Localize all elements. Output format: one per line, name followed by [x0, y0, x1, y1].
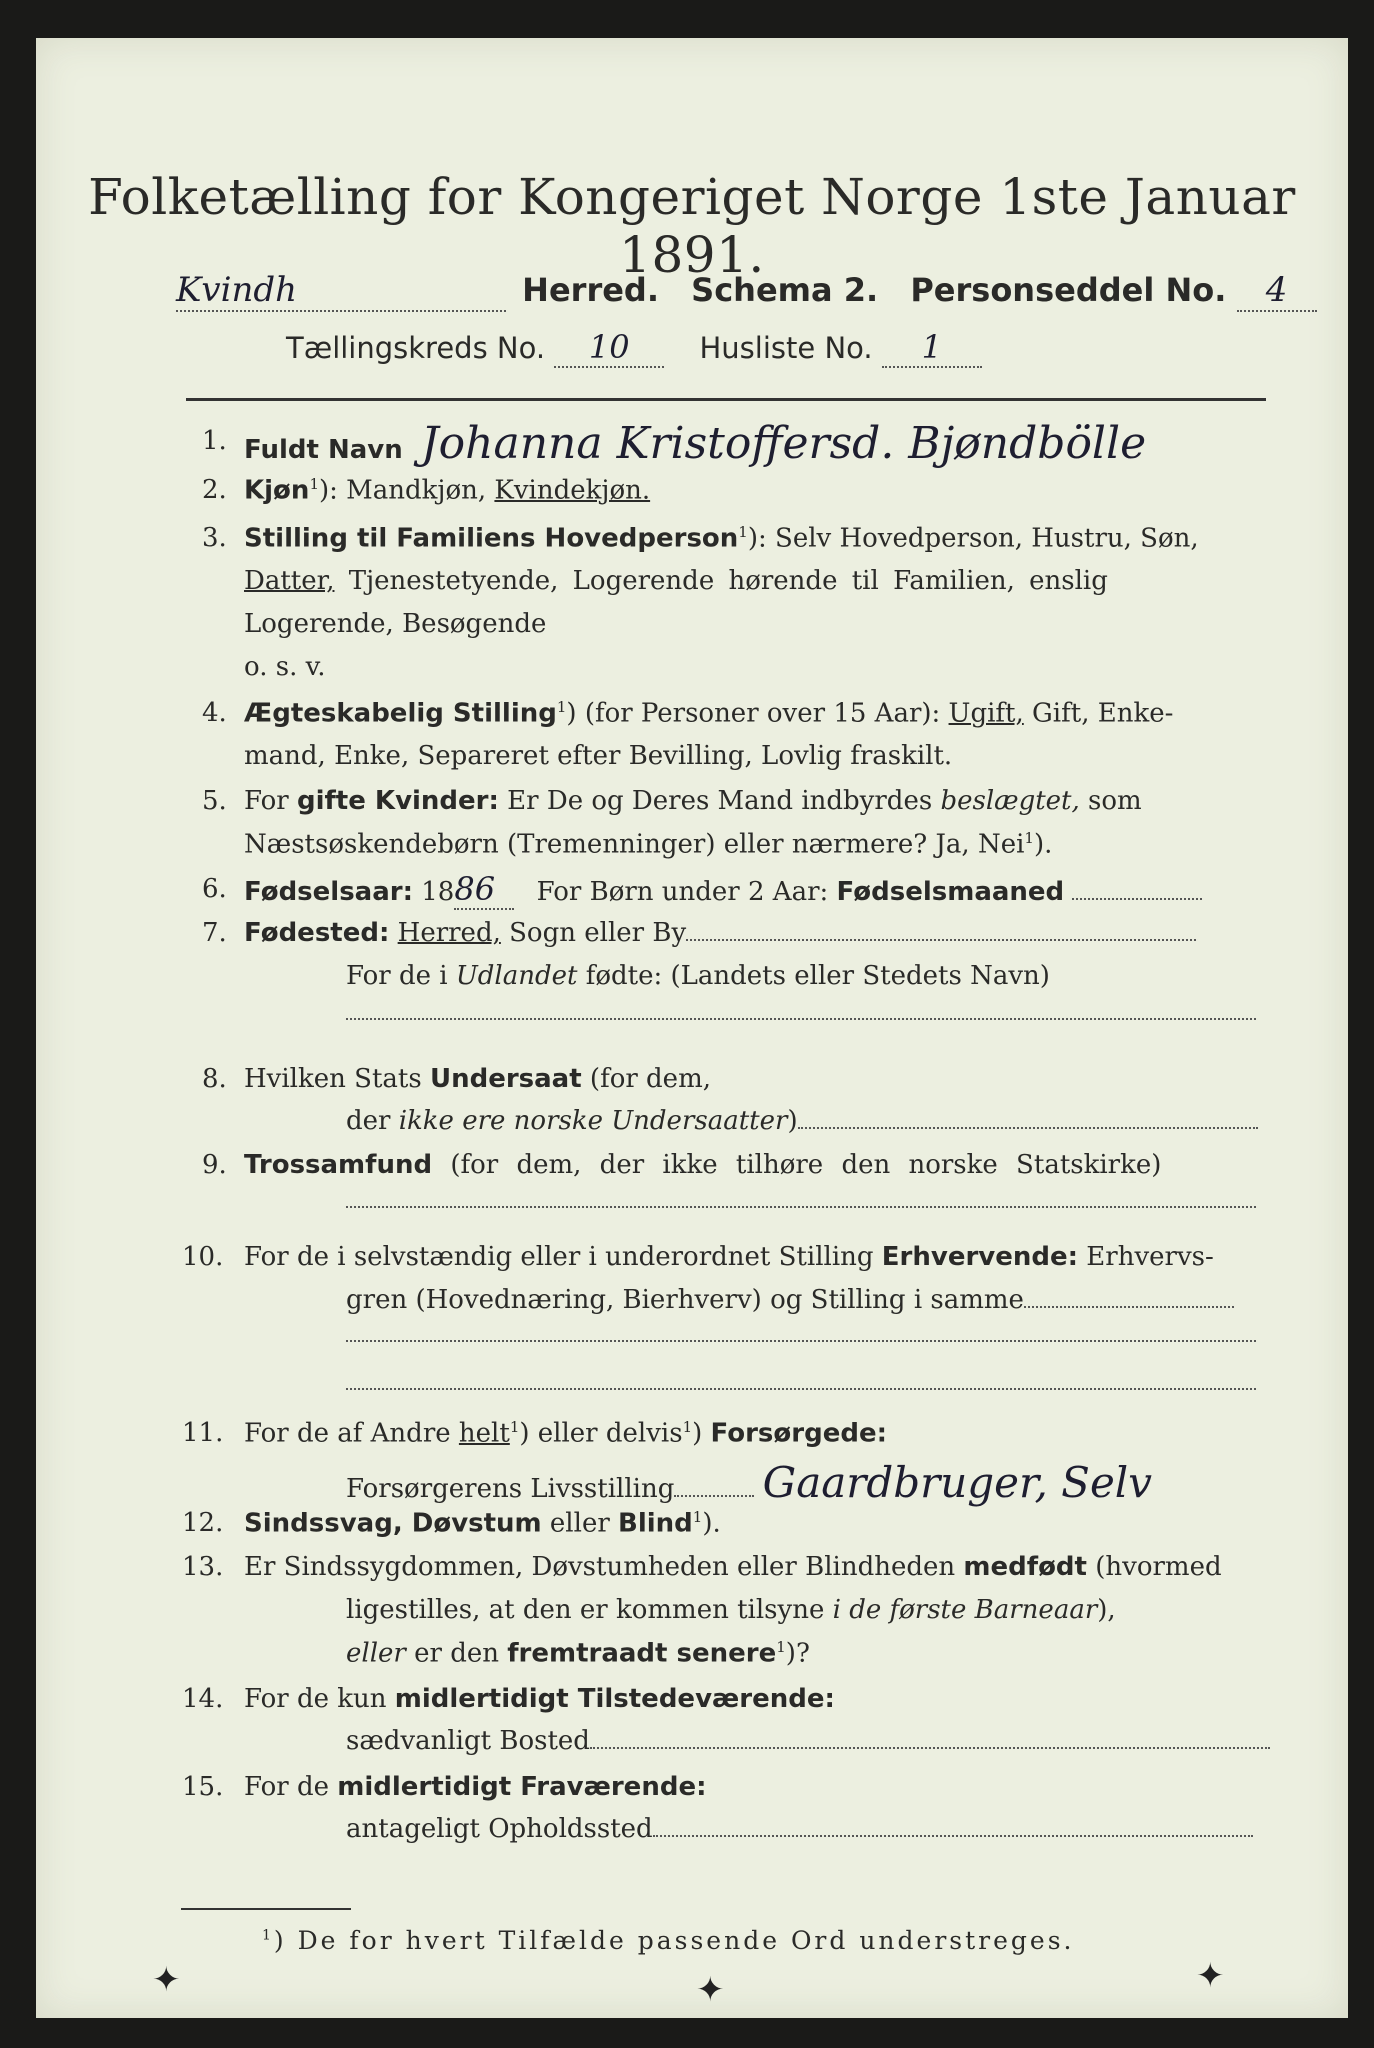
item-2-sup: 1 [309, 475, 319, 493]
item-5-italic: beslægtet, [940, 786, 1080, 816]
item-10-number: 10. [182, 1242, 224, 1272]
kreds-label: Tællingskreds No. [286, 331, 546, 365]
item-11-underlined: helt [458, 1418, 510, 1449]
herred-label: Herred. [522, 271, 659, 309]
item-8-number: 8. [202, 1064, 227, 1094]
item-4-line-2: mand, Enke, Separeret efter Bevilling, Lovlig fraskilt. [244, 741, 953, 771]
item-11-line-1 [244, 1418, 887, 1449]
footnote-rule [181, 1908, 351, 1910]
item-11-number: 11. [182, 1418, 224, 1448]
item-8-line-1 [244, 1064, 711, 1094]
item-2-rest: ): Mandkjøn, [318, 475, 487, 506]
item-8-rest: (for dem, [589, 1064, 711, 1094]
item-3-line-1 [244, 523, 1199, 554]
item-12-label: Sindssvag, Døvstum [244, 1508, 542, 1539]
item-11-occupation-handwritten: Gaardbruger, Selv [762, 1458, 1152, 1507]
item-13-number: 13. [182, 1552, 224, 1582]
item-8-blank [798, 1127, 1258, 1129]
footnote [262, 1926, 1074, 1955]
census-form-sheet [36, 38, 1348, 2018]
item-14-blank [590, 1747, 1270, 1749]
item-1-label: Fuldt Navn [244, 435, 403, 465]
item-8-l2-italic: ikke ere norske Undersaatter [398, 1106, 788, 1136]
item-14-pre: For de kun [244, 1684, 387, 1714]
item-10-blank-3 [346, 1388, 1256, 1390]
item-3-line-3: Logerende, Besøgende [244, 609, 547, 639]
item-5-rest: Er De og Deres Mand indbyrdes [507, 786, 933, 816]
item-15-number: 15. [182, 1772, 224, 1802]
item-11-label: Forsørgede: [710, 1418, 887, 1449]
registration-mark-left-icon: ✦ [152, 1960, 181, 2000]
item-11-dots [674, 1495, 754, 1497]
registration-mark-right-icon: ✦ [1196, 1956, 1225, 1996]
item-14-l2: sædvanligt Bosted [346, 1726, 590, 1756]
item-7-label: Fødested: [244, 918, 390, 948]
item-12 [244, 1508, 721, 1539]
item-6-rest: For Børn under 2 Aar: [536, 877, 829, 907]
item-3-number: 3. [202, 523, 227, 553]
item-15-l2: antageligt Opholdssted [346, 1814, 653, 1844]
item-2 [244, 475, 650, 506]
item-7-line-1 [244, 918, 1196, 948]
item-6-year-handwritten: 86 [454, 870, 514, 910]
item-10-line-2 [346, 1285, 1234, 1315]
registration-mark-center-icon: ✦ [696, 1970, 725, 2010]
item-11-line-2 [346, 1458, 1152, 1507]
item-13-line-1 [244, 1552, 1222, 1582]
item-15-label: midlertidigt Fraværende: [337, 1772, 707, 1802]
item-12-mid: eller [549, 1508, 610, 1539]
item-4-rest: ) (for Personer over 15 Aar): [566, 698, 941, 729]
item-12-sup: 1 [692, 1508, 703, 1526]
item-11-sup-2: 1 [682, 1418, 693, 1436]
item-9-number: 9. [202, 1150, 227, 1180]
kreds-number: 10 [554, 328, 664, 368]
item-12-end: ). [702, 1508, 721, 1539]
item-6-label-2: Fødselsmaaned [836, 877, 1065, 907]
item-13-line-2 [346, 1595, 1116, 1625]
item-6-blank [1072, 898, 1202, 900]
item-14-line-2 [346, 1726, 1270, 1756]
item-7-l2-a: For de i [346, 961, 448, 991]
item-9-label: Trossamfund [244, 1150, 433, 1180]
item-2-label: Kjøn [244, 475, 310, 506]
item-7-underlined: Herred, [397, 918, 501, 948]
item-5-line-2 [244, 829, 1052, 860]
item-5-label: gifte Kvinder: [296, 786, 499, 816]
husliste-number: 1 [882, 328, 982, 368]
item-13-label: medfødt [963, 1552, 1087, 1582]
item-5-line-2-text: Næstsøskendebørn (Tremenninger) eller nærmere? Ja, Nei [244, 829, 1025, 860]
item-3-line-2-text: Tjenestetyende, Logerende hørende til Familien, enslig [348, 566, 1108, 596]
item-7-l2-b: fødte: (Landets eller Stedets Navn) [585, 961, 1050, 991]
item-8-l2-a: der [346, 1106, 391, 1136]
footnote-text: ) De for hvert Tilfælde passende Ord understreges. [273, 1926, 1075, 1955]
item-13-l3-a: er den [414, 1638, 499, 1669]
item-11-sup: 1 [509, 1418, 520, 1436]
item-15-blank [653, 1835, 1253, 1837]
husliste-label: Husliste No. [699, 331, 873, 365]
item-10-label: Erhvervende: [881, 1242, 1079, 1272]
item-7-l2-italic: Udlandet [455, 961, 578, 991]
item-1-number: 1. [202, 426, 227, 456]
item-3-line-4: o. s. v. [244, 652, 326, 682]
item-5-pre: For [244, 786, 289, 816]
item-3-sup: 1 [738, 523, 748, 541]
item-6-pre: 18 [421, 877, 455, 907]
item-13-l2-italic: i de første Barneaar [832, 1595, 1098, 1625]
item-1 [244, 418, 1146, 469]
item-6-number: 6. [202, 874, 227, 904]
item-10-line-1 [244, 1242, 1214, 1272]
item-11-mid-2: ) [692, 1418, 703, 1449]
footnote-sup: 1 [262, 1927, 274, 1944]
item-3-rest: ): Selv Hovedperson, Hustru, Søn, [747, 523, 1199, 554]
item-8-line-2 [346, 1106, 1258, 1136]
item-6-label: Fødselsaar: [244, 877, 413, 907]
item-13-line-3 [346, 1638, 810, 1669]
item-6 [244, 870, 1202, 910]
schema-label: Schema 2. [691, 271, 879, 309]
item-15-line-1 [244, 1772, 706, 1802]
item-13-l2-b: ), [1097, 1595, 1116, 1625]
item-1-name-handwritten: Johanna Kristoffersd. Bjøndbölle [421, 418, 1147, 469]
item-14-label: midlertidigt Tilstedeværende: [394, 1684, 835, 1714]
header-rule [186, 398, 1266, 401]
item-13-l3-italic: eller [346, 1638, 406, 1669]
item-4-underlined: Ugift, [948, 698, 1024, 729]
item-7-blank-2 [346, 1018, 1256, 1020]
item-9 [244, 1150, 1161, 1180]
item-5-rest-2: som [1088, 786, 1142, 816]
item-3-label: Stilling til Familiens Hovedperson [244, 523, 739, 554]
item-4-number: 4. [202, 698, 227, 728]
herred-handwritten: Kvindh [176, 270, 506, 312]
item-10-rest: Erhvervs- [1086, 1242, 1214, 1272]
item-14-line-1 [244, 1684, 835, 1714]
item-10-blank [1024, 1306, 1234, 1308]
item-11-l2: Forsørgerens Livsstilling [346, 1474, 675, 1504]
item-7-number: 7. [202, 918, 227, 948]
form-title: Folketælling for Kongeriget Norge 1ste Januar 1891. [88, 168, 1296, 284]
item-5-sup: 1 [1024, 829, 1034, 847]
item-13-rest: (hvormed [1095, 1552, 1222, 1582]
item-13-l2-a: ligestilles, at den er kommen tilsyne [346, 1595, 825, 1625]
item-4-label: Ægteskabelig Stilling [244, 698, 557, 729]
item-8-label: Undersaat [429, 1064, 582, 1094]
item-13-pre: Er Sindssygdommen, Døvstumheden eller Blindheden [244, 1552, 956, 1582]
herred-line [176, 270, 1317, 312]
kreds-line [286, 328, 982, 368]
item-9-blank [346, 1206, 1256, 1208]
item-5-line-2-end: ). [1033, 829, 1053, 860]
item-11-pre: For de af Andre [244, 1418, 451, 1449]
item-8-pre: Hvilken Stats [244, 1064, 422, 1094]
item-2-number: 2. [202, 475, 227, 505]
personseddel-number: 4 [1237, 270, 1317, 312]
item-4-line-1 [244, 698, 1173, 729]
item-10-blank-2 [346, 1340, 1256, 1342]
item-11-mid: ) eller delvis [519, 1418, 683, 1449]
item-5-number: 5. [202, 786, 227, 816]
item-3-line-2 [244, 566, 1108, 596]
item-7-line-2 [346, 961, 1050, 991]
item-15-line-2 [346, 1814, 1253, 1844]
item-7-blank [686, 939, 1196, 941]
item-3-underlined: Datter, [244, 566, 335, 596]
personseddel-label: Personseddel No. [910, 271, 1227, 309]
item-8-l2-b: ) [787, 1106, 798, 1136]
item-4-sup: 1 [556, 698, 567, 716]
item-13-l3-b: )? [785, 1638, 810, 1669]
item-4-rest-2: Gift, Enke- [1032, 698, 1174, 729]
item-9-rest: (for dem, der ikke tilhøre den norske Statskirke) [450, 1150, 1162, 1180]
item-2-underlined: Kvindekjøn. [494, 475, 651, 506]
item-7-rest: Sogn eller By [509, 918, 687, 948]
item-10-l2: gren (Hovednæring, Bierhverv) og Stilling i samme [346, 1285, 1024, 1315]
item-13-sup: 1 [776, 1638, 786, 1656]
item-14-number: 14. [182, 1684, 224, 1714]
item-12-number: 12. [182, 1508, 224, 1538]
item-15-pre: For de [244, 1772, 329, 1802]
item-13-l3-label: fremtraadt senere [507, 1638, 777, 1669]
item-5-line-1 [244, 786, 1142, 816]
item-10-pre: For de i selvstændig eller i underordnet Stilling [244, 1242, 874, 1272]
item-12-label-2: Blind [618, 1508, 693, 1539]
